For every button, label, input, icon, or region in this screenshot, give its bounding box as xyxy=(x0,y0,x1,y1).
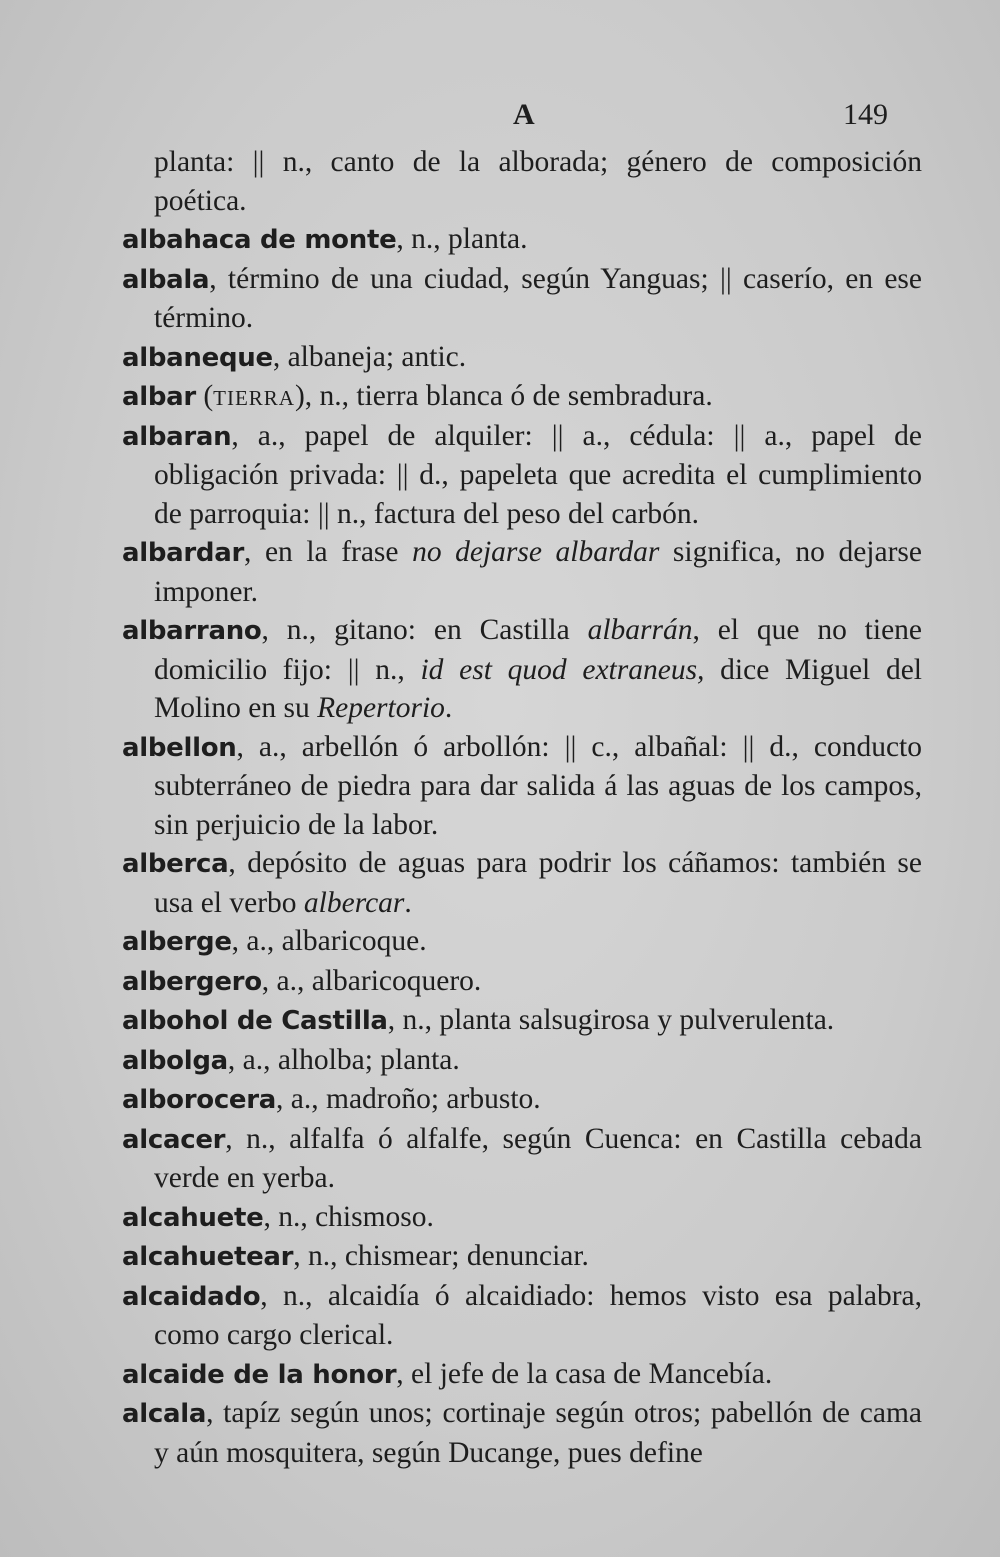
entry-headword: albala xyxy=(122,264,210,295)
entry-italic: albercar xyxy=(303,886,405,919)
dictionary-entry xyxy=(122,728,922,845)
entry-headword: albahaca de monte xyxy=(122,225,397,255)
entry-text-after: significa, no dejarse imponer. xyxy=(154,536,922,608)
entry-headword: albohol de Castilla xyxy=(122,1006,388,1036)
entry-text: , n., alcaidía ó alcaidiado: hemos visto esa palabra, como cargo clerical. xyxy=(154,1279,922,1351)
entry-italic: Repertorio xyxy=(317,692,445,724)
entry-text: , tapíz según unos; cortinaje según otros; pabellón de cama y aún mosquitera, según Ducange, pues define xyxy=(154,1397,922,1469)
entry-text: , a., arbellón ó arbollón: || c., albañal: || d., conducto subterráneo de piedra para dar salida á las aguas de los campos, sin perjuicio de la labor. xyxy=(154,730,922,841)
entry-headword: albaran xyxy=(122,421,232,452)
entry-headword: alborocera xyxy=(122,1085,277,1115)
dictionary-entry xyxy=(122,377,922,417)
dictionary-entry xyxy=(122,143,922,220)
entry-text: , n., chismoso. xyxy=(263,1200,434,1233)
entry-headword: albellon xyxy=(122,732,237,763)
entry-headword: alberca xyxy=(122,849,229,879)
entry-headword: alcaidado xyxy=(122,1281,261,1312)
entry-headword: albergero xyxy=(122,966,262,997)
entry-text: , el jefe de la casa de Mancebía. xyxy=(396,1357,773,1390)
entry-headword: albar xyxy=(122,382,196,412)
entry-text: , albaneja; antic. xyxy=(272,340,467,373)
entry-italic: id est quod extraneus, xyxy=(420,653,705,686)
dictionary-entry xyxy=(122,1080,922,1120)
entry-headword: albolga xyxy=(122,1045,228,1076)
dictionary-entry xyxy=(122,260,922,338)
dictionary-entry xyxy=(122,1355,922,1395)
entry-list xyxy=(122,143,922,1472)
dictionary-entry xyxy=(122,922,922,962)
entry-text-after: . xyxy=(444,692,453,724)
entry-text: , a., papel de alquiler: || a., cédula: || a., papel de obligación privada: || d., papeleta que acredita el cumplimiento de parroquia: || n., factura del peso del carbón. xyxy=(154,419,922,530)
entry-text-after: , el que no tiene domicilio fijo: || n., xyxy=(154,614,923,686)
entry-text: , a., albaricoquero. xyxy=(261,964,482,997)
entry-text: , en la frase xyxy=(244,536,413,568)
page-number: 149 xyxy=(843,98,888,131)
dictionary-entry xyxy=(122,417,922,534)
entry-text-after: ), n., tierra blanca ó de sembradura. xyxy=(294,380,713,412)
entry-text: , n., planta salsugirosa y pulverulenta. xyxy=(387,1004,835,1036)
entry-text: , a., albaricoque. xyxy=(231,925,427,957)
dictionary-entry xyxy=(122,1001,922,1041)
entry-text-after: . xyxy=(404,886,412,919)
dictionary-entry xyxy=(122,1277,922,1355)
entry-text: , n., gitano: en Castilla xyxy=(261,614,588,646)
entry-text: , n., chismear; denunciar. xyxy=(293,1240,589,1272)
entry-smallcaps: tierra xyxy=(213,380,295,412)
entry-text: , a., alholba; planta. xyxy=(227,1043,460,1076)
entry-text: ( xyxy=(195,380,214,412)
entry-headword: alcahuetear xyxy=(122,1242,294,1272)
entry-headword: alberge xyxy=(122,927,232,957)
entry-italic: no dejarse albardar xyxy=(412,536,660,568)
entry-headword: alcaide de la honor xyxy=(122,1359,397,1390)
running-head xyxy=(0,98,1000,138)
section-letter: A xyxy=(513,98,535,131)
entry-text: , depósito de aguas para podrir los cáñamos: también se usa el verbo xyxy=(154,847,922,919)
dictionary-entry xyxy=(122,962,922,1002)
entry-text: , n., alfalfa ó alfalfe, según Cuenca: en Castilla cebada verde en yerba. xyxy=(154,1122,922,1194)
dictionary-entry xyxy=(122,1041,922,1081)
dictionary-entry xyxy=(122,338,922,378)
entry-text: , a., madroño; arbusto. xyxy=(276,1083,541,1115)
entry-text: planta: || n., canto de la alborada; género de composición poética. xyxy=(154,146,922,217)
dictionary-entry xyxy=(122,1237,922,1277)
entry-headword: albaneque xyxy=(122,342,273,373)
dictionary-entry xyxy=(122,611,922,728)
entry-headword: alcahuete xyxy=(122,1202,264,1233)
dictionary-entry xyxy=(122,220,922,260)
entry-italic: albarrán xyxy=(587,614,693,646)
entry-text: , n., planta. xyxy=(396,223,528,255)
dictionary-entry xyxy=(122,1394,922,1472)
dictionary-entry xyxy=(122,1120,922,1198)
entry-text: , término de una ciudad, según Yanguas; || caserío, en ese término. xyxy=(154,262,922,334)
dictionary-entry xyxy=(122,844,922,922)
entry-headword: alcala xyxy=(122,1399,207,1429)
entry-headword: alcacer xyxy=(122,1124,226,1155)
dictionary-entry xyxy=(122,1198,922,1238)
dictionary-entry xyxy=(122,533,922,611)
entry-text-after: dice Miguel del Molino en su xyxy=(154,653,923,724)
entry-headword: albardar xyxy=(122,538,245,568)
entry-headword: albarrano xyxy=(122,616,262,646)
